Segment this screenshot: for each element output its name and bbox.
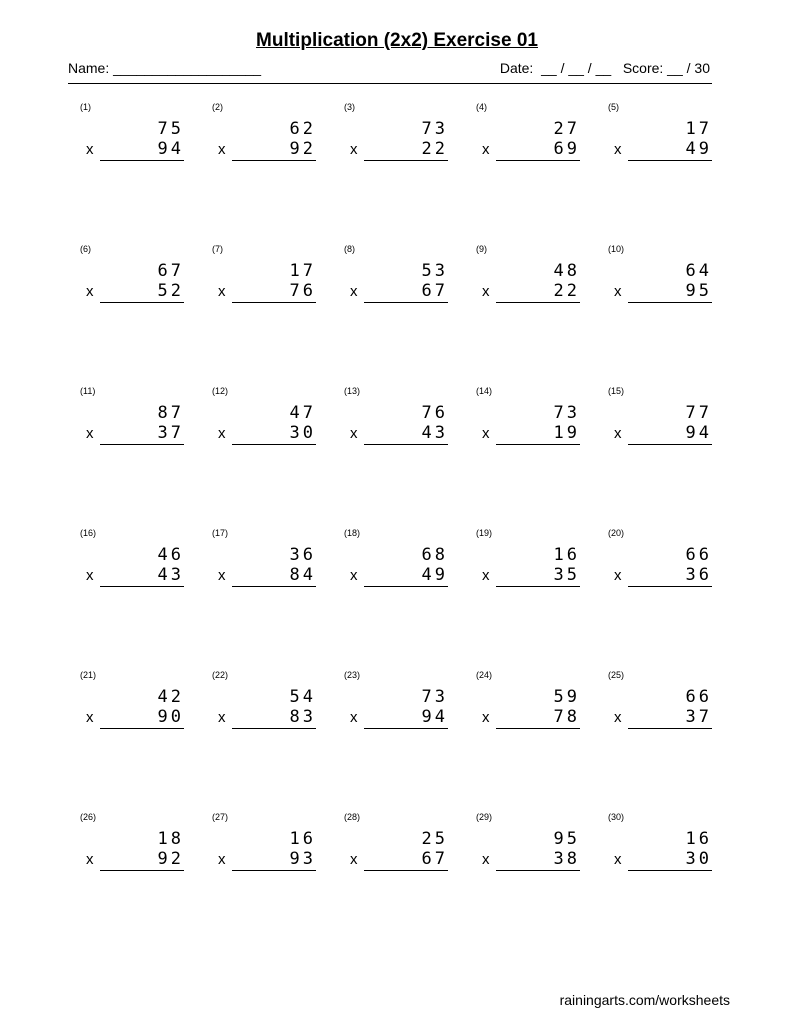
top-operand: 27 xyxy=(553,119,580,139)
top-operand: 16 xyxy=(685,829,712,849)
top-operand: 47 xyxy=(289,403,316,423)
problem-item xyxy=(332,528,450,608)
problem-item xyxy=(332,812,450,892)
answer-line xyxy=(628,302,712,303)
answer-line xyxy=(364,160,448,161)
bottom-operand: 52 xyxy=(157,281,184,301)
answer-line xyxy=(100,302,184,303)
problem-number: (23) xyxy=(344,670,361,680)
problem-item xyxy=(200,386,318,466)
top-operand: 68 xyxy=(421,545,448,565)
top-operand: 54 xyxy=(289,687,316,707)
multiply-sign: x xyxy=(86,425,94,442)
bottom-operand: 94 xyxy=(421,707,448,727)
bottom-row xyxy=(86,281,182,303)
bottom-row xyxy=(350,139,446,161)
bottom-row xyxy=(350,423,446,445)
problem-item xyxy=(464,528,582,608)
top-operand: 73 xyxy=(553,403,580,423)
top-operand: 87 xyxy=(157,403,184,423)
top-operand: 59 xyxy=(553,687,580,707)
problem-number: (7) xyxy=(212,244,223,254)
multiply-sign: x xyxy=(86,567,94,584)
problem-item xyxy=(200,812,318,892)
problem-item xyxy=(464,244,582,324)
problem-number: (9) xyxy=(476,244,487,254)
problem-number: (15) xyxy=(608,386,625,396)
answer-line xyxy=(364,586,448,587)
bottom-operand: 90 xyxy=(157,707,184,727)
bottom-operand: 49 xyxy=(421,565,448,585)
problem-item xyxy=(596,386,714,466)
top-operand: 77 xyxy=(685,403,712,423)
multiply-sign: x xyxy=(218,567,226,584)
problem-item xyxy=(596,812,714,892)
multiply-sign: x xyxy=(614,851,622,868)
problem-item xyxy=(464,102,582,182)
problem-item xyxy=(464,670,582,750)
bottom-row xyxy=(350,849,446,871)
answer-line xyxy=(496,160,580,161)
top-operand: 17 xyxy=(289,261,316,281)
bottom-operand: 49 xyxy=(685,139,712,159)
bottom-operand: 95 xyxy=(685,281,712,301)
top-operand: 76 xyxy=(421,403,448,423)
multiply-sign: x xyxy=(86,851,94,868)
name-field-label: Name: ___________________ xyxy=(68,60,262,76)
bottom-row xyxy=(482,281,578,303)
multiply-sign: x xyxy=(614,283,622,300)
multiply-sign: x xyxy=(614,141,622,158)
worksheet-title: Multiplication (2x2) Exercise 01 xyxy=(256,30,538,51)
top-operand: 64 xyxy=(685,261,712,281)
problem-number: (19) xyxy=(476,528,493,538)
bottom-operand: 69 xyxy=(553,139,580,159)
bottom-row xyxy=(86,423,182,445)
bottom-row xyxy=(614,849,710,871)
header-divider xyxy=(68,83,712,84)
multiply-sign: x xyxy=(482,567,490,584)
problem-number: (17) xyxy=(212,528,229,538)
problem-number: (13) xyxy=(344,386,361,396)
problem-item xyxy=(596,670,714,750)
answer-line xyxy=(364,302,448,303)
bottom-operand: 30 xyxy=(685,849,712,869)
answer-line xyxy=(628,586,712,587)
answer-line xyxy=(100,586,184,587)
problem-number: (28) xyxy=(344,812,361,822)
bottom-row xyxy=(614,707,710,729)
answer-line xyxy=(496,444,580,445)
answer-line xyxy=(232,870,316,871)
problem-number: (2) xyxy=(212,102,223,112)
bottom-operand: 93 xyxy=(289,849,316,869)
bottom-operand: 92 xyxy=(157,849,184,869)
problem-item xyxy=(68,528,186,608)
problem-number: (12) xyxy=(212,386,229,396)
problem-item xyxy=(332,386,450,466)
answer-line xyxy=(364,444,448,445)
problem-item xyxy=(68,244,186,324)
answer-line xyxy=(496,870,580,871)
problem-number: (5) xyxy=(608,102,619,112)
bottom-operand: 19 xyxy=(553,423,580,443)
bottom-row xyxy=(482,423,578,445)
top-operand: 48 xyxy=(553,261,580,281)
top-operand: 67 xyxy=(157,261,184,281)
bottom-row xyxy=(350,707,446,729)
answer-line xyxy=(364,728,448,729)
top-operand: 73 xyxy=(421,119,448,139)
multiply-sign: x xyxy=(350,709,358,726)
answer-line xyxy=(496,728,580,729)
multiply-sign: x xyxy=(218,851,226,868)
problem-item xyxy=(200,244,318,324)
problem-number: (10) xyxy=(608,244,625,254)
answer-line xyxy=(232,302,316,303)
bottom-operand: 43 xyxy=(421,423,448,443)
bottom-row xyxy=(614,565,710,587)
bottom-operand: 78 xyxy=(553,707,580,727)
multiply-sign: x xyxy=(614,709,622,726)
problem-item xyxy=(68,670,186,750)
multiply-sign: x xyxy=(350,283,358,300)
top-operand: 16 xyxy=(553,545,580,565)
problem-number: (3) xyxy=(344,102,355,112)
problem-item xyxy=(200,670,318,750)
multiply-sign: x xyxy=(86,709,94,726)
problem-item xyxy=(200,102,318,182)
problem-number: (14) xyxy=(476,386,493,396)
problem-number: (27) xyxy=(212,812,229,822)
bottom-operand: 83 xyxy=(289,707,316,727)
answer-line xyxy=(232,160,316,161)
problem-number: (18) xyxy=(344,528,361,538)
bottom-row xyxy=(86,139,182,161)
multiply-sign: x xyxy=(482,283,490,300)
multiply-sign: x xyxy=(482,141,490,158)
answer-line xyxy=(496,586,580,587)
bottom-operand: 84 xyxy=(289,565,316,585)
problem-item xyxy=(464,812,582,892)
bottom-row xyxy=(614,423,710,445)
multiply-sign: x xyxy=(350,851,358,868)
bottom-operand: 76 xyxy=(289,281,316,301)
top-operand: 16 xyxy=(289,829,316,849)
problem-number: (26) xyxy=(80,812,97,822)
problem-number: (8) xyxy=(344,244,355,254)
problem-number: (22) xyxy=(212,670,229,680)
multiply-sign: x xyxy=(218,425,226,442)
problem-number: (21) xyxy=(80,670,97,680)
top-operand: 18 xyxy=(157,829,184,849)
multiply-sign: x xyxy=(218,141,226,158)
bottom-row xyxy=(218,139,314,161)
multiply-sign: x xyxy=(482,425,490,442)
bottom-row xyxy=(350,281,446,303)
problem-item xyxy=(200,528,318,608)
bottom-operand: 38 xyxy=(553,849,580,869)
problem-number: (25) xyxy=(608,670,625,680)
bottom-operand: 35 xyxy=(553,565,580,585)
multiply-sign: x xyxy=(218,283,226,300)
bottom-row xyxy=(614,281,710,303)
bottom-operand: 43 xyxy=(157,565,184,585)
answer-line xyxy=(232,444,316,445)
bottom-row xyxy=(482,849,578,871)
bottom-operand: 22 xyxy=(553,281,580,301)
bottom-row xyxy=(614,139,710,161)
answer-line xyxy=(100,444,184,445)
problem-number: (29) xyxy=(476,812,493,822)
top-operand: 36 xyxy=(289,545,316,565)
bottom-row xyxy=(482,707,578,729)
bottom-row xyxy=(218,707,314,729)
answer-line xyxy=(232,586,316,587)
answer-line xyxy=(628,160,712,161)
bottom-operand: 67 xyxy=(421,849,448,869)
bottom-operand: 67 xyxy=(421,281,448,301)
multiply-sign: x xyxy=(218,709,226,726)
answer-line xyxy=(232,728,316,729)
top-operand: 42 xyxy=(157,687,184,707)
bottom-operand: 30 xyxy=(289,423,316,443)
problem-item xyxy=(68,812,186,892)
problem-item xyxy=(68,386,186,466)
top-operand: 66 xyxy=(685,545,712,565)
problem-number: (16) xyxy=(80,528,97,538)
bottom-operand: 94 xyxy=(685,423,712,443)
answer-line xyxy=(100,160,184,161)
bottom-operand: 37 xyxy=(685,707,712,727)
problem-number: (24) xyxy=(476,670,493,680)
bottom-operand: 94 xyxy=(157,139,184,159)
bottom-operand: 37 xyxy=(157,423,184,443)
problem-item xyxy=(596,102,714,182)
bottom-row xyxy=(482,139,578,161)
top-operand: 25 xyxy=(421,829,448,849)
bottom-row xyxy=(482,565,578,587)
problem-number: (6) xyxy=(80,244,91,254)
footer-url: rainingarts.com/worksheets xyxy=(559,992,730,1008)
top-operand: 17 xyxy=(685,119,712,139)
multiply-sign: x xyxy=(350,425,358,442)
top-operand: 95 xyxy=(553,829,580,849)
problem-number: (20) xyxy=(608,528,625,538)
top-operand: 73 xyxy=(421,687,448,707)
top-operand: 66 xyxy=(685,687,712,707)
problem-number: (30) xyxy=(608,812,625,822)
answer-line xyxy=(628,870,712,871)
bottom-row xyxy=(86,849,182,871)
problem-item xyxy=(332,244,450,324)
multiply-sign: x xyxy=(350,141,358,158)
multiply-sign: x xyxy=(482,851,490,868)
bottom-row xyxy=(86,565,182,587)
bottom-row xyxy=(218,565,314,587)
bottom-row xyxy=(218,423,314,445)
answer-line xyxy=(628,728,712,729)
bottom-operand: 22 xyxy=(421,139,448,159)
problem-item xyxy=(596,244,714,324)
problem-number: (11) xyxy=(80,386,96,396)
answer-line xyxy=(364,870,448,871)
answer-line xyxy=(496,302,580,303)
bottom-operand: 36 xyxy=(685,565,712,585)
multiply-sign: x xyxy=(86,141,94,158)
bottom-row xyxy=(350,565,446,587)
multiply-sign: x xyxy=(86,283,94,300)
bottom-row xyxy=(218,849,314,871)
answer-line xyxy=(100,728,184,729)
problem-item xyxy=(464,386,582,466)
bottom-row xyxy=(86,707,182,729)
problem-item xyxy=(596,528,714,608)
top-operand: 62 xyxy=(289,119,316,139)
problem-number: (1) xyxy=(80,102,91,112)
top-operand: 53 xyxy=(421,261,448,281)
bottom-operand: 92 xyxy=(289,139,316,159)
date-score-label: Date: __ / __ / __ Score: __ / 30 xyxy=(499,60,710,76)
problem-number: (4) xyxy=(476,102,487,112)
bottom-row xyxy=(218,281,314,303)
multiply-sign: x xyxy=(614,567,622,584)
top-operand: 75 xyxy=(157,119,184,139)
answer-line xyxy=(100,870,184,871)
multiply-sign: x xyxy=(350,567,358,584)
top-operand: 46 xyxy=(157,545,184,565)
problem-item xyxy=(332,670,450,750)
problem-item xyxy=(68,102,186,182)
multiply-sign: x xyxy=(482,709,490,726)
multiply-sign: x xyxy=(614,425,622,442)
answer-line xyxy=(628,444,712,445)
problem-item xyxy=(332,102,450,182)
